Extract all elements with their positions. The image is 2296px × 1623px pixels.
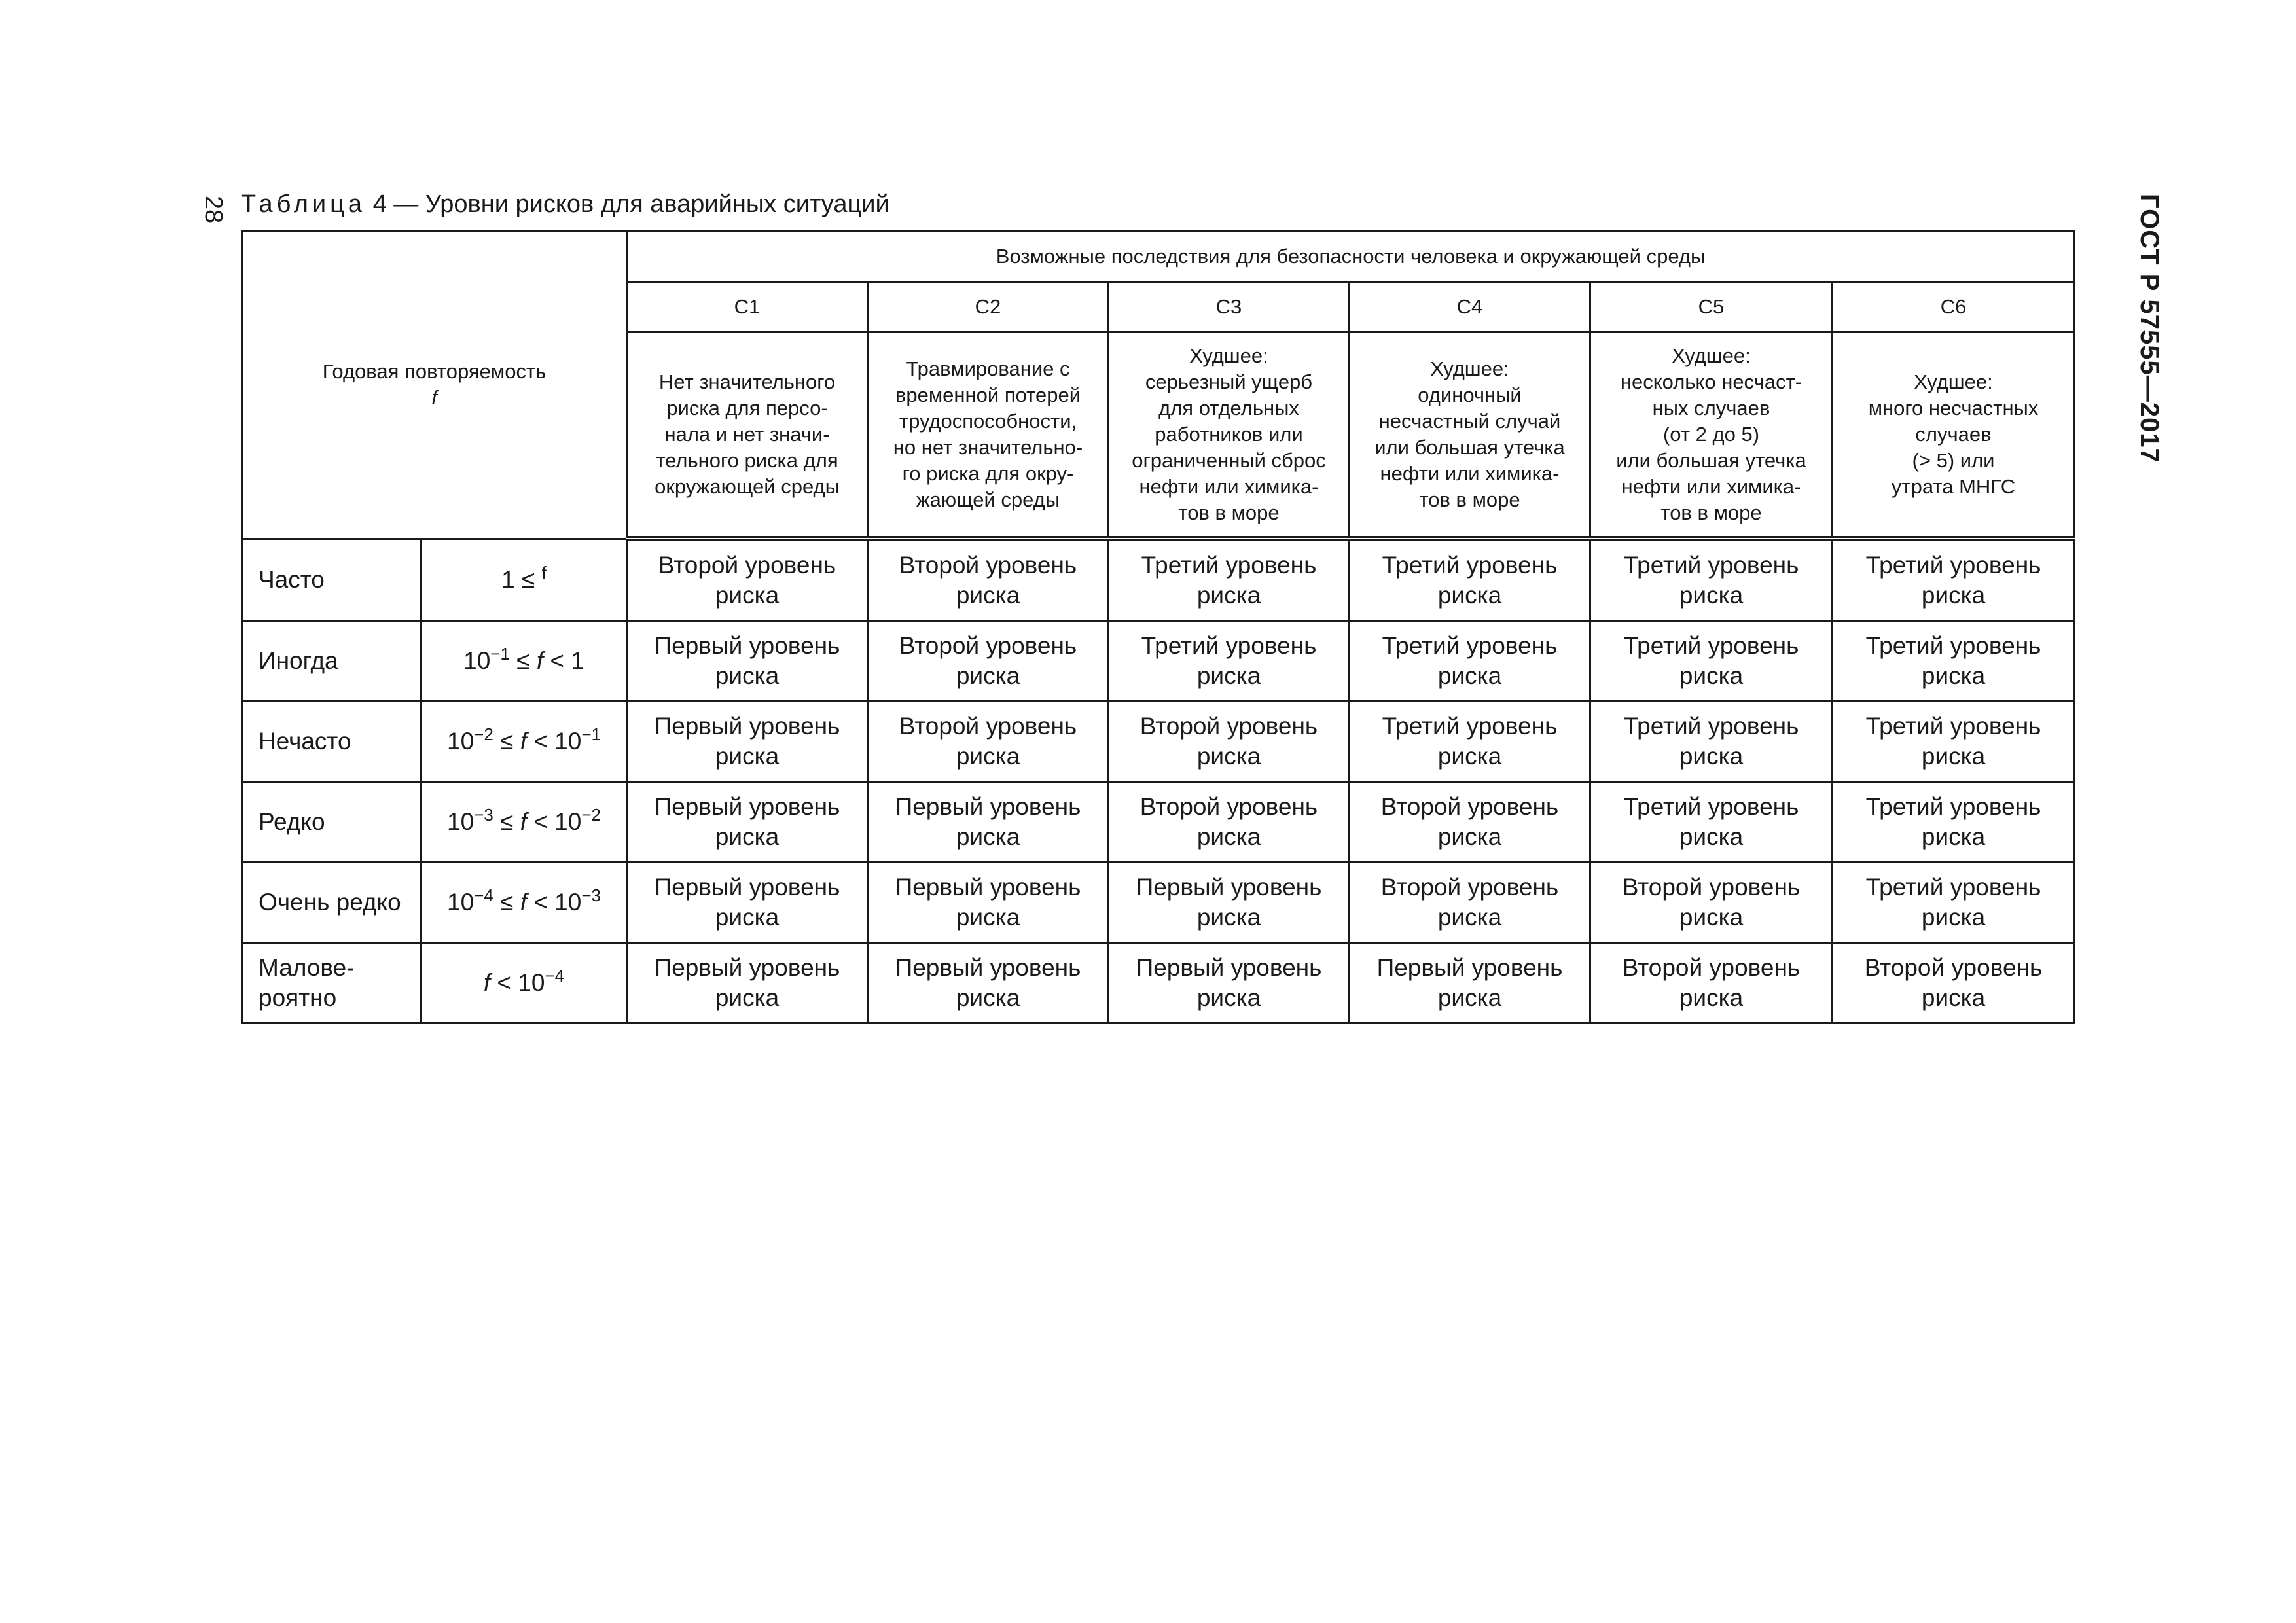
frequency-range-part: < 1 xyxy=(543,647,584,674)
risk-level-text: Третий уровень xyxy=(1865,874,2041,901)
description-line: нефти или химика- xyxy=(1139,475,1319,498)
risk-level-text: риска xyxy=(1196,904,1261,931)
frequency-range xyxy=(422,943,627,1024)
table-row xyxy=(242,702,2075,782)
column-code-c4: C4 xyxy=(1350,282,1590,332)
risk-level-text: риска xyxy=(1679,823,1744,850)
risk-level-text: риска xyxy=(1679,743,1744,770)
description-line: но нет значительно- xyxy=(893,436,1083,459)
risk-level-text: Второй уровень xyxy=(1864,954,2043,981)
document-code: ГОСТ Р 57555—2017 xyxy=(2135,194,2164,463)
risk-level-text: Третий уровень xyxy=(1865,793,2041,820)
description-line: ных случаев xyxy=(1652,397,1770,419)
risk-level-text: риска xyxy=(1196,984,1261,1011)
risk-level-text: риска xyxy=(715,743,780,770)
risk-level-text: Первый уровень xyxy=(654,874,840,901)
risk-level-text: риска xyxy=(1679,984,1744,1011)
risk-level-text: Второй уровень xyxy=(1139,713,1318,740)
risk-level-cell xyxy=(868,702,1109,782)
risk-level-cell xyxy=(1350,539,1590,621)
risk-level-text: Первый уровень xyxy=(654,793,840,820)
frequency-category xyxy=(242,782,422,863)
risk-level-text: Второй уровень xyxy=(1380,793,1559,820)
frequency-range-part: −1 xyxy=(581,724,601,744)
frequency-range-part: f xyxy=(520,728,527,755)
frequency-range-part: < 10 xyxy=(490,969,545,996)
risk-level-cell xyxy=(868,539,1109,621)
risk-level-text: риска xyxy=(715,662,780,689)
frequency-range-part: < 10 xyxy=(526,808,582,835)
risk-level-text: риска xyxy=(1921,984,1986,1011)
description-line: (> 5) или xyxy=(1912,449,1995,472)
risk-level-cell xyxy=(1350,621,1590,702)
risk-level-text: риска xyxy=(1437,582,1502,609)
frequency-category xyxy=(242,702,422,782)
frequency-range-part: ≤ xyxy=(493,728,520,755)
risk-level-text: риска xyxy=(1921,904,1986,931)
risk-level-text: Третий уровень xyxy=(1382,713,1558,740)
page-number: 28 xyxy=(200,195,227,224)
description-line: трудоспособности, xyxy=(899,410,1077,433)
risk-level-cell xyxy=(1350,782,1590,863)
frequency-range-part: −3 xyxy=(581,885,601,905)
frequency-range-part: 10 xyxy=(447,808,475,835)
risk-level-cell xyxy=(868,863,1109,943)
frequency-range-part: −2 xyxy=(474,724,493,744)
frequency-range-part: −1 xyxy=(490,644,510,664)
frequency-header-text: Годовая повторяемость xyxy=(322,360,547,383)
risk-level-cell xyxy=(1109,702,1350,782)
description-line: риска для персо- xyxy=(666,397,828,419)
risk-level-text: Третий уровень xyxy=(1141,552,1317,579)
description-line: Худшее: xyxy=(1672,344,1751,367)
risk-level-text: Второй уровень xyxy=(1622,874,1801,901)
description-line: случаев xyxy=(1915,423,1992,446)
risk-level-cell xyxy=(1350,702,1590,782)
risk-level-text: риска xyxy=(956,582,1020,609)
risk-level-cell xyxy=(1590,621,1833,702)
frequency-range-part: f xyxy=(541,562,547,582)
description-line: Худшее: xyxy=(1189,344,1268,367)
frequency-category xyxy=(242,943,422,1024)
frequency-category-line: роятно xyxy=(259,984,337,1011)
frequency-range-part: ≤ xyxy=(493,808,520,835)
risk-level-text: Третий уровень xyxy=(1623,793,1799,820)
risk-level-text: риска xyxy=(1196,662,1261,689)
description-line: серьезный ущерб xyxy=(1145,370,1313,393)
risk-level-text: риска xyxy=(1921,582,1986,609)
risk-level-text: Второй уровень xyxy=(1380,874,1559,901)
description-line: тов в море xyxy=(1660,501,1762,524)
frequency-range-part: −2 xyxy=(581,805,601,825)
description-line: или большая утечка xyxy=(1616,449,1806,472)
risk-level-text: Третий уровень xyxy=(1623,552,1799,579)
risk-level-text: риска xyxy=(1921,743,1986,770)
risk-level-text: риска xyxy=(1679,582,1744,609)
risk-level-text: Первый уровень xyxy=(895,874,1081,901)
risk-level-cell xyxy=(1590,782,1833,863)
frequency-range-part: ≤ xyxy=(509,647,537,674)
frequency-category xyxy=(242,539,422,621)
table-caption xyxy=(241,188,889,220)
description-line: Худшее: xyxy=(1430,357,1509,380)
risk-level-text: риска xyxy=(715,904,780,931)
frequency-range-part: −4 xyxy=(474,885,493,905)
risk-levels-table xyxy=(241,230,2075,1024)
risk-level-text: риска xyxy=(715,582,780,609)
risk-level-cell xyxy=(868,621,1109,702)
frequency-category-line: Очень редко xyxy=(259,889,401,916)
frequency-range-part: −3 xyxy=(474,805,493,825)
description-line: Худшее: xyxy=(1914,370,1993,393)
table-row xyxy=(242,863,2075,943)
risk-level-cell xyxy=(1109,943,1350,1024)
risk-level-text: риска xyxy=(956,904,1020,931)
column-code-c5: C5 xyxy=(1590,282,1833,332)
risk-level-text: риска xyxy=(1679,904,1744,931)
risk-level-cell xyxy=(1109,863,1350,943)
risk-level-cell xyxy=(1590,863,1833,943)
table-row xyxy=(242,782,2075,863)
column-code-c1: C1 xyxy=(627,282,868,332)
description-line: окружающей среды xyxy=(655,475,840,498)
risk-level-text: риска xyxy=(956,743,1020,770)
risk-level-cell xyxy=(1833,863,2075,943)
risk-level-text: риска xyxy=(1196,823,1261,850)
risk-level-text: риска xyxy=(956,662,1020,689)
description-line: работников или xyxy=(1155,423,1303,446)
frequency-range-part: f xyxy=(520,808,527,835)
risk-level-text: Второй уровень xyxy=(1139,793,1318,820)
description-line: (от 2 до 5) xyxy=(1662,423,1760,446)
risk-level-text: Третий уровень xyxy=(1382,552,1558,579)
risk-level-text: Второй уровень xyxy=(658,552,836,579)
risk-level-cell xyxy=(1350,863,1590,943)
description-line: тельного риска для xyxy=(656,449,838,472)
risk-level-text: Первый уровень xyxy=(1376,954,1563,981)
frequency-range xyxy=(422,702,627,782)
risk-level-cell xyxy=(627,621,868,702)
risk-level-cell xyxy=(1590,702,1833,782)
description-line: Нет значительного xyxy=(658,370,836,393)
risk-level-text: риска xyxy=(956,823,1020,850)
risk-level-text: Первый уровень xyxy=(1136,874,1322,901)
frequency-category-line: Малове- xyxy=(259,954,355,981)
risk-level-text: Первый уровень xyxy=(654,713,840,740)
risk-level-text: Первый уровень xyxy=(1136,954,1322,981)
risk-level-text: Третий уровень xyxy=(1623,632,1799,659)
caption-title: — Уровни рисков для аварийных ситуаций xyxy=(393,190,889,218)
column-description-c3 xyxy=(1109,332,1350,539)
frequency-range xyxy=(422,621,627,702)
frequency-range-part: < 10 xyxy=(526,728,582,755)
frequency-header xyxy=(242,232,627,539)
frequency-category xyxy=(242,863,422,943)
risk-level-cell xyxy=(627,702,868,782)
frequency-range-part: < 10 xyxy=(526,889,582,916)
risk-level-text: риска xyxy=(956,984,1020,1011)
risk-level-cell xyxy=(627,943,868,1024)
table-row xyxy=(242,621,2075,702)
risk-level-cell xyxy=(1109,621,1350,702)
frequency-range-part: ≤ xyxy=(493,889,520,916)
risk-level-text: Второй уровень xyxy=(899,632,1077,659)
frequency-range xyxy=(422,863,627,943)
table-row xyxy=(242,539,2075,621)
risk-level-text: риска xyxy=(1921,662,1986,689)
risk-level-cell xyxy=(1833,621,2075,702)
risk-level-text: Третий уровень xyxy=(1141,632,1317,659)
frequency-header-symbol: f xyxy=(431,386,437,410)
risk-level-cell xyxy=(1833,702,2075,782)
risk-level-text: Второй уровень xyxy=(899,713,1077,740)
risk-level-cell xyxy=(1590,539,1833,621)
risk-level-text: Первый уровень xyxy=(654,632,840,659)
risk-level-cell xyxy=(1833,539,2075,621)
description-line: утрата МНГС xyxy=(1891,475,2016,498)
description-line: или большая утечка xyxy=(1374,436,1565,459)
frequency-range-part: f xyxy=(483,969,491,996)
frequency-range xyxy=(422,539,627,621)
column-description-c4 xyxy=(1350,332,1590,539)
frequency-range-part: 10 xyxy=(463,647,491,674)
frequency-category-line: Нечасто xyxy=(259,728,351,755)
description-line: временной потерей xyxy=(895,383,1081,406)
description-line: тов в море xyxy=(1419,488,1520,511)
description-line: тов в море xyxy=(1178,501,1280,524)
column-code-c3: C3 xyxy=(1109,282,1350,332)
risk-level-cell xyxy=(868,782,1109,863)
description-line: несколько несчаст- xyxy=(1620,370,1803,393)
risk-level-text: риска xyxy=(1196,582,1261,609)
consequences-header: Возможные последствия для безопасности человека и окружающей среды xyxy=(627,232,2075,282)
column-code-c6: C6 xyxy=(1833,282,2075,332)
description-line: нефти или химика- xyxy=(1621,475,1801,498)
column-description-c1 xyxy=(627,332,868,539)
risk-level-text: Третий уровень xyxy=(1623,713,1799,740)
column-code-c2: C2 xyxy=(868,282,1109,332)
risk-level-text: риска xyxy=(1437,743,1502,770)
risk-level-cell xyxy=(868,943,1109,1024)
risk-level-cell xyxy=(1590,943,1833,1024)
risk-level-cell xyxy=(1350,943,1590,1024)
frequency-range-part: f xyxy=(520,889,527,916)
caption-number: 4 xyxy=(372,190,387,218)
column-description-c2 xyxy=(868,332,1109,539)
risk-level-text: Третий уровень xyxy=(1865,713,2041,740)
risk-level-text: Третий уровень xyxy=(1865,552,2041,579)
frequency-category-line: Иногда xyxy=(259,647,338,674)
risk-level-cell xyxy=(1109,782,1350,863)
description-line: нала и нет значи- xyxy=(664,423,830,446)
description-line: несчастный случай xyxy=(1378,410,1561,433)
frequency-range-part: 10 xyxy=(447,728,475,755)
risk-level-text: риска xyxy=(1437,823,1502,850)
risk-level-text: риска xyxy=(1437,984,1502,1011)
description-line: много несчастных xyxy=(1868,397,2039,419)
risk-level-text: риска xyxy=(1196,743,1261,770)
risk-level-cell xyxy=(1833,943,2075,1024)
risk-level-cell xyxy=(1109,539,1350,621)
risk-level-text: Второй уровень xyxy=(1622,954,1801,981)
risk-level-text: риска xyxy=(1437,904,1502,931)
table-row xyxy=(242,943,2075,1024)
risk-level-cell xyxy=(1833,782,2075,863)
description-line: Травмирование с xyxy=(906,357,1070,380)
risk-level-cell xyxy=(627,782,868,863)
frequency-range-part: 1 ≤ xyxy=(501,565,542,593)
risk-level-text: риска xyxy=(1679,662,1744,689)
risk-level-text: Первый уровень xyxy=(895,793,1081,820)
risk-level-text: риска xyxy=(1921,823,1986,850)
risk-level-text: риска xyxy=(715,823,780,850)
frequency-range xyxy=(422,782,627,863)
frequency-category-line: Редко xyxy=(259,808,325,835)
description-line: для отдельных xyxy=(1158,397,1299,419)
description-line: го риска для окру- xyxy=(902,462,1074,485)
description-line: ограниченный сброс xyxy=(1132,449,1326,472)
risk-level-cell xyxy=(627,539,868,621)
description-line: одиночный xyxy=(1418,383,1522,406)
frequency-category-line: Часто xyxy=(259,565,325,593)
risk-level-text: Второй уровень xyxy=(899,552,1077,579)
risk-level-text: Первый уровень xyxy=(654,954,840,981)
risk-level-text: Третий уровень xyxy=(1382,632,1558,659)
column-description-c6 xyxy=(1833,332,2075,539)
risk-level-text: Третий уровень xyxy=(1865,632,2041,659)
description-line: жающей среды xyxy=(916,488,1060,511)
frequency-category xyxy=(242,621,422,702)
column-description-c5 xyxy=(1590,332,1833,539)
risk-level-text: Первый уровень xyxy=(895,954,1081,981)
risk-level-cell xyxy=(627,863,868,943)
risk-level-text: риска xyxy=(715,984,780,1011)
caption-prefix: Таблица xyxy=(241,190,366,218)
risk-level-text: риска xyxy=(1437,662,1502,689)
frequency-range-part: −4 xyxy=(545,966,565,986)
frequency-range-part: 10 xyxy=(447,889,475,916)
frequency-range-part: f xyxy=(536,647,544,674)
description-line: нефти или химика- xyxy=(1380,462,1560,485)
